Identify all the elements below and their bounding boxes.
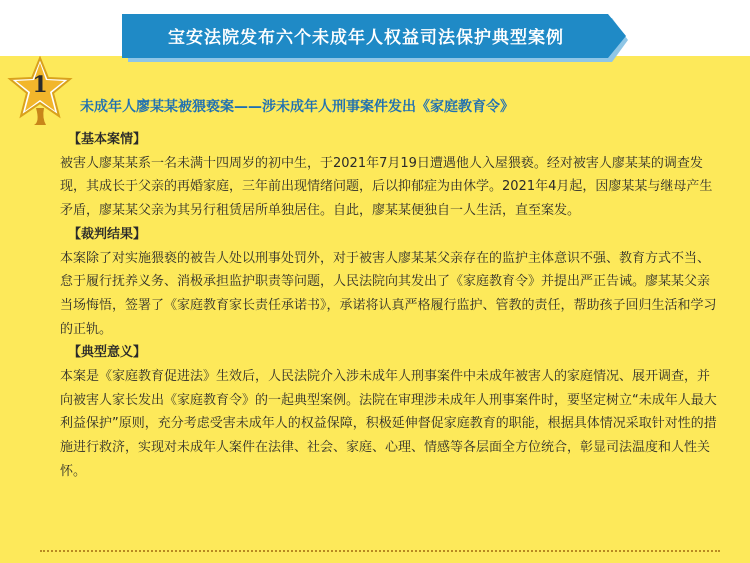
case-number: 1 <box>32 72 48 98</box>
section-heading-basic: 【基本案情】 <box>68 132 147 147</box>
section-body-basic: 被害人廖某某系一名未满十四周岁的初中生，于2021年7月19日遭遇他人入屋猥亵。经对被害人廖某某的调查发现，其成长于父亲的再婚家庭，三年前出现情绪问题，后以抑郁症为由休学。2021年4月起，因廖某某与继母产生矛盾，廖某某父亲为其另行租赁居所单独居住。自此，廖某某便独自一人生活，直至案发。 <box>60 155 713 219</box>
dotted-divider <box>40 550 720 552</box>
case-number-star <box>6 56 74 126</box>
section-body-verdict: 本案除了对实施猥亵的被告人处以刑事处罚外，对于被害人廖某某父亲存在的监护主体意识不强、教育方式不当、怠于履行抚养义务、消极承担监护职责等问题，人民法院向其发出了《家庭教育令》并提出严正告诫。廖某某父亲当场悔悟，签署了《家庭教育家长责任承诺书》，承诺将认真严格履行监护、管教的责任，帮助孩子回归生活和学习的正轨。 <box>60 250 717 337</box>
section-body-significance: 本案是《家庭教育促进法》生效后，人民法院介入涉未成年人刑事案件中未成年被害人的家庭情况、展开调查，并向被害人家长发出《家庭教育令》的一起典型案例。法院在审理涉未成年人刑事案件时，要坚定树立“未成年人最大利益保护”原则，充分考虑受害未成年人的权益保障，积极延伸督促家庭教育的职能，根据具体情况采取针对性的措施进行救济，实现对未成年人案件在法律、社会、家庭、心理、情感等各层面全方位统合，彰显司法温度和人性关怀。 <box>60 369 717 479</box>
header-banner <box>122 14 630 62</box>
case-title: 未成年人廖某某被猥亵案——涉未成年人刑事案件发出《家庭教育令》 <box>80 99 514 115</box>
section-heading-verdict: 【裁判结果】 <box>68 226 147 242</box>
case-content <box>60 128 720 484</box>
banner-title: 宝安法院发布六个未成年人权益司法保护典型案例 <box>168 28 564 48</box>
section-heading-significance: 【典型意义】 <box>68 345 147 361</box>
